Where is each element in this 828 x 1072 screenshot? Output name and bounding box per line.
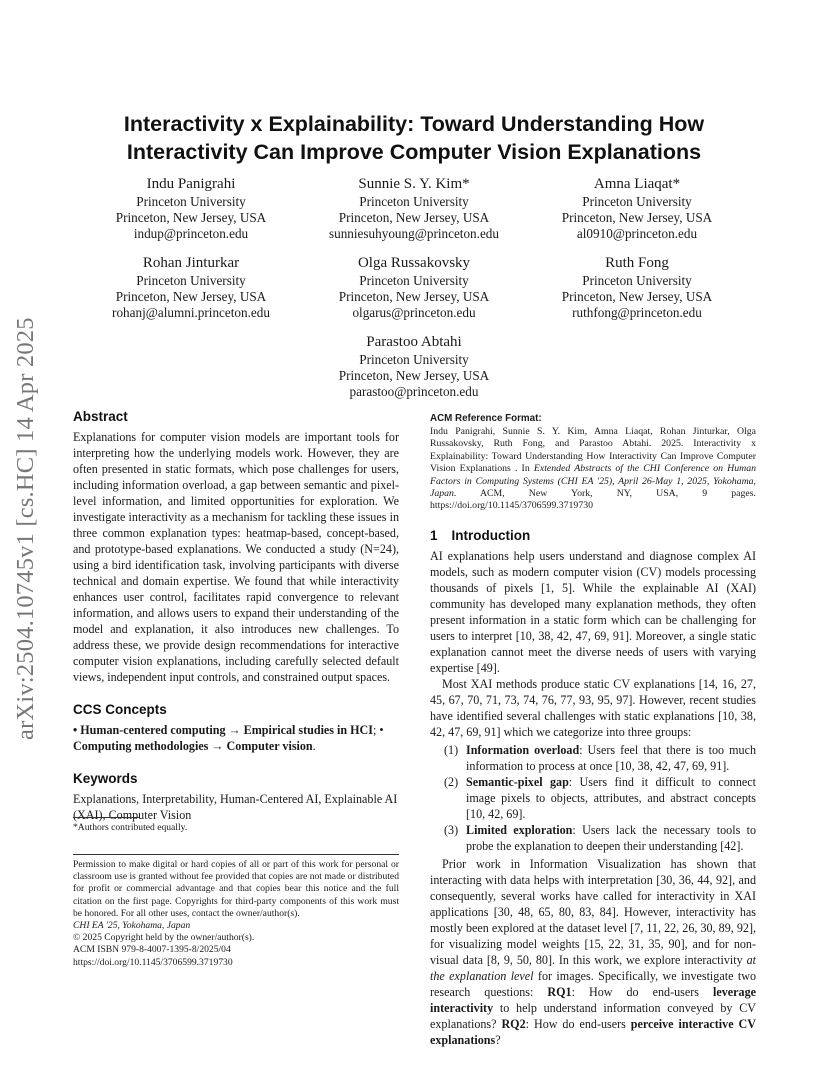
author-email[interactable]: sunniesuhyoung@princeton.edu (328, 226, 499, 241)
list-number: (2) (444, 774, 459, 789)
venue: CHI EA '25, Yokohama, Japan (73, 920, 191, 932)
intro-paragraph-1: AI explanations help users understand and diagnose complex AI models, such as modern computer vision (CV) models processing thousands of pixels [1, 5]. While the explainable AI (XAI) community has developed many explanation methods, they often present information in a static form which can be challenging for users to interpret [10, 38, 42, 47, 69, 91]. Moreover, a single static explanation cannot meet the diverse needs of users with varying expertise [49]. (430, 548, 756, 675)
author-block (289, 174, 539, 242)
author-email[interactable]: rohanj@alumni.princeton.edu (112, 305, 270, 320)
arxiv-identifier: arXiv:2504.10745v1 [cs.HC] 14 Apr 2025 (12, 317, 39, 740)
list-item-title: Semantic-pixel gap (466, 774, 569, 789)
author-affiliation: Princeton University (359, 352, 469, 367)
author-block (66, 174, 316, 242)
ccs-concept-2: Computing methodologies → Computer vision (73, 739, 313, 753)
author-location: Princeton, New Jersey, USA (338, 289, 490, 304)
section-number: 1 (430, 527, 438, 543)
ccs-text (73, 722, 399, 754)
list-item-text: : Users find it difficult to connect image pixels to objects, attributes, and abstract concepts [10, 42, 69]. (466, 774, 756, 821)
author-location: Princeton, New Jersey, USA (561, 210, 713, 225)
list-number: (3) (444, 822, 459, 837)
rq1-emphasis: leverage interactivity (430, 984, 756, 1015)
list-number: (1) (444, 742, 459, 757)
author-block (289, 332, 539, 400)
author-block (66, 253, 316, 321)
author-name: Sunnie S. Y. Kim* (358, 176, 470, 192)
author-name: Indu Panigrahi (146, 176, 236, 192)
list-item (444, 774, 756, 822)
author-location: Princeton, New Jersey, USA (338, 210, 490, 225)
title-line-2: Interactivity Can Improve Computer Vision Explanations (126, 140, 702, 164)
author-location: Princeton, New Jersey, USA (561, 289, 713, 304)
isbn: ACM ISBN 979-8-4007-1395-8/2025/04 (73, 944, 231, 956)
ccs-concept-1: • Human-centered computing → Empirical studies in HCI (73, 723, 373, 737)
left-column (73, 409, 399, 823)
list-item-title: Limited exploration (466, 822, 573, 837)
author-email[interactable]: olgarus@princeton.edu (352, 305, 476, 320)
abstract-text: Explanations for computer vision models are important tools for interpreting how the underlying models work. However, they are often presented in static formats, which pose challenges for users, including information overload, a gap between semantic and pixel-level information, and limited opportunities for exploration. We investigate interactivity as a mechanism for tackling these issues in three common explanation types: heatmap-based, concept-based, and prototype-based explanations. We conducted a study (N=24), using a bird identification task, involving participants with diverse technical and domain expertise. We found that while interactivity enhances user control, facilitates rapid convergence to relevant information, and allows users to expand their understanding of the model and explanation, it also introduces new challenges. To address these, we provide design recommendations for interactive computer vision explanations, including carefully selected default views, independent input controls, and constrained output spaces. (73, 430, 399, 684)
ccs-separator: ; • (372, 723, 384, 737)
author-email[interactable]: ruthfong@princeton.edu (572, 305, 702, 320)
doi-link[interactable]: https://doi.org/10.1145/3706599.3719730 (73, 956, 233, 968)
footnote-rule (73, 817, 139, 818)
list-item (444, 822, 756, 854)
acm-ref-heading: ACM Reference Format: (430, 413, 542, 424)
p3-text-d: : How do end-users (571, 984, 714, 999)
author-affiliation: Princeton University (582, 273, 692, 288)
list-item-text: : Users feel that there is too much information to process at once [10, 38, 42, 47, 69, 91]. (466, 742, 756, 773)
author-affiliation: Princeton University (359, 194, 469, 209)
rq1-label: RQ1 (547, 984, 572, 999)
author-block (512, 174, 762, 242)
author-affiliation: Princeton University (359, 273, 469, 288)
paper-title (60, 110, 768, 166)
author-name: Parastoo Abtahi (366, 334, 462, 350)
list-item-text: : Users lack the necessary tools to probe the explanation to deepen their understanding [42]. (466, 822, 756, 853)
acm-ref-text (430, 426, 756, 513)
keywords-heading: Keywords (73, 771, 138, 786)
rq2-label: RQ2 (501, 1016, 526, 1031)
footnote: *Authors contributed equally. (73, 822, 188, 833)
p3-text-f: : How do end-users (525, 1016, 631, 1031)
author-email[interactable]: al0910@princeton.edu (576, 226, 698, 241)
ccs-heading: CCS Concepts (73, 702, 167, 717)
list-item-title: Information overload (466, 742, 580, 757)
p3-text-e: to help understand information conveyed by CV explanations? (430, 1000, 756, 1031)
right-column (430, 413, 756, 1048)
rq2-emphasis: perceive interactive CV explanations (430, 1016, 757, 1047)
section-title: Introduction (451, 527, 531, 543)
acm-ref-venue: Extended Abstracts of the CHI Conference on Human Factors in Computing Systems (CHI EA '25), April 26-May 1, 2025, Yokohama, Japan. (430, 463, 756, 500)
author-affiliation: Princeton University (582, 194, 692, 209)
author-location: Princeton, New Jersey, USA (115, 210, 267, 225)
intro-heading (430, 528, 756, 543)
intro-body (430, 548, 756, 1048)
author-name: Olga Russakovsky (357, 255, 471, 271)
keywords-text: Explanations, Interpretability, Human-Centered AI, Explainable AI (XAI), Computer Vision (73, 792, 398, 822)
permission-text: Permission to make digital or hard copies of all or part of this work for personal or classroom use is granted without fee provided that copies are not made or distributed for profit or commercial advantage and that copies bear this notice and the full citation on the first page. Copyrights for third-party components of this work must be honored. For all other uses, contact the owner/author(s). (73, 859, 399, 919)
author-affiliation: Princeton University (136, 194, 246, 209)
acm-ref-part3: ACM, New York, NY, USA, 9 pages. https://doi.org/10.1145/3706599.3719730 (430, 488, 756, 512)
author-block (512, 253, 762, 321)
p3-text-c: for images. Specifically, we investigate two research questions: (430, 968, 756, 999)
author-location: Princeton, New Jersey, USA (338, 368, 490, 383)
ccs-end: . (312, 739, 316, 753)
author-name: Rohan Jinturkar (142, 255, 240, 271)
intro-paragraph-3 (430, 856, 756, 1048)
author-email[interactable]: indup@princeton.edu (133, 226, 249, 241)
list-item (444, 742, 756, 774)
permission-block (73, 859, 399, 969)
permission-rule (73, 854, 399, 855)
acm-ref-part1: Indu Panigrahi, Sunnie S. Y. Kim, Amna Liaqat, Rohan Jinturkar, Olga Russakovsky, Ruth Fong, and Parastoo Abtahi. 2025. Interactivity x Explainability: Toward Understanding How Interactivity Can Improve Computer Vision Explanations . In (430, 426, 756, 475)
author-name: Ruth Fong (605, 255, 669, 271)
author-location: Princeton, New Jersey, USA (115, 289, 267, 304)
copyright: © 2025 Copyright held by the owner/author(s). (73, 932, 255, 944)
challenge-list (444, 742, 756, 854)
intro-paragraph-2: Most XAI methods produce static CV explanations [14, 16, 27, 45, 67, 70, 71, 73, 74, 76, 77, 93, 95, 97]. However, recent studies have identified several challenges with static explanations [10, 38, 42, 47, 69, 91] which we categorize into three groups: (430, 676, 756, 739)
author-affiliation: Princeton University (136, 273, 246, 288)
title-line-1: Interactivity x Explainability: Toward Understanding How (123, 112, 705, 136)
author-block (289, 253, 539, 321)
abstract-heading: Abstract (73, 409, 128, 424)
p3-text-a: Prior work in Information Visualization has shown that interacting with data helps with interpretation [30, 36, 44, 92], and consequently, several works have called for interactivity in XAI applications [30, 48, 65, 80, 83, 84]. However, interactivity has mostly been explored at the dataset level [7, 11, 22, 26, 30, 89, 92], for visualizing model weights [15, 22, 31, 35, 90], and for non-visual data [8, 9, 50, 80]. In this work, we explore interactivity (430, 856, 756, 967)
p3-text-g: ? (495, 1032, 501, 1047)
author-name: Amna Liaqat* (593, 176, 681, 192)
p3-emphasis: at the explanation level (430, 952, 756, 983)
author-email[interactable]: parastoo@princeton.edu (349, 384, 479, 399)
